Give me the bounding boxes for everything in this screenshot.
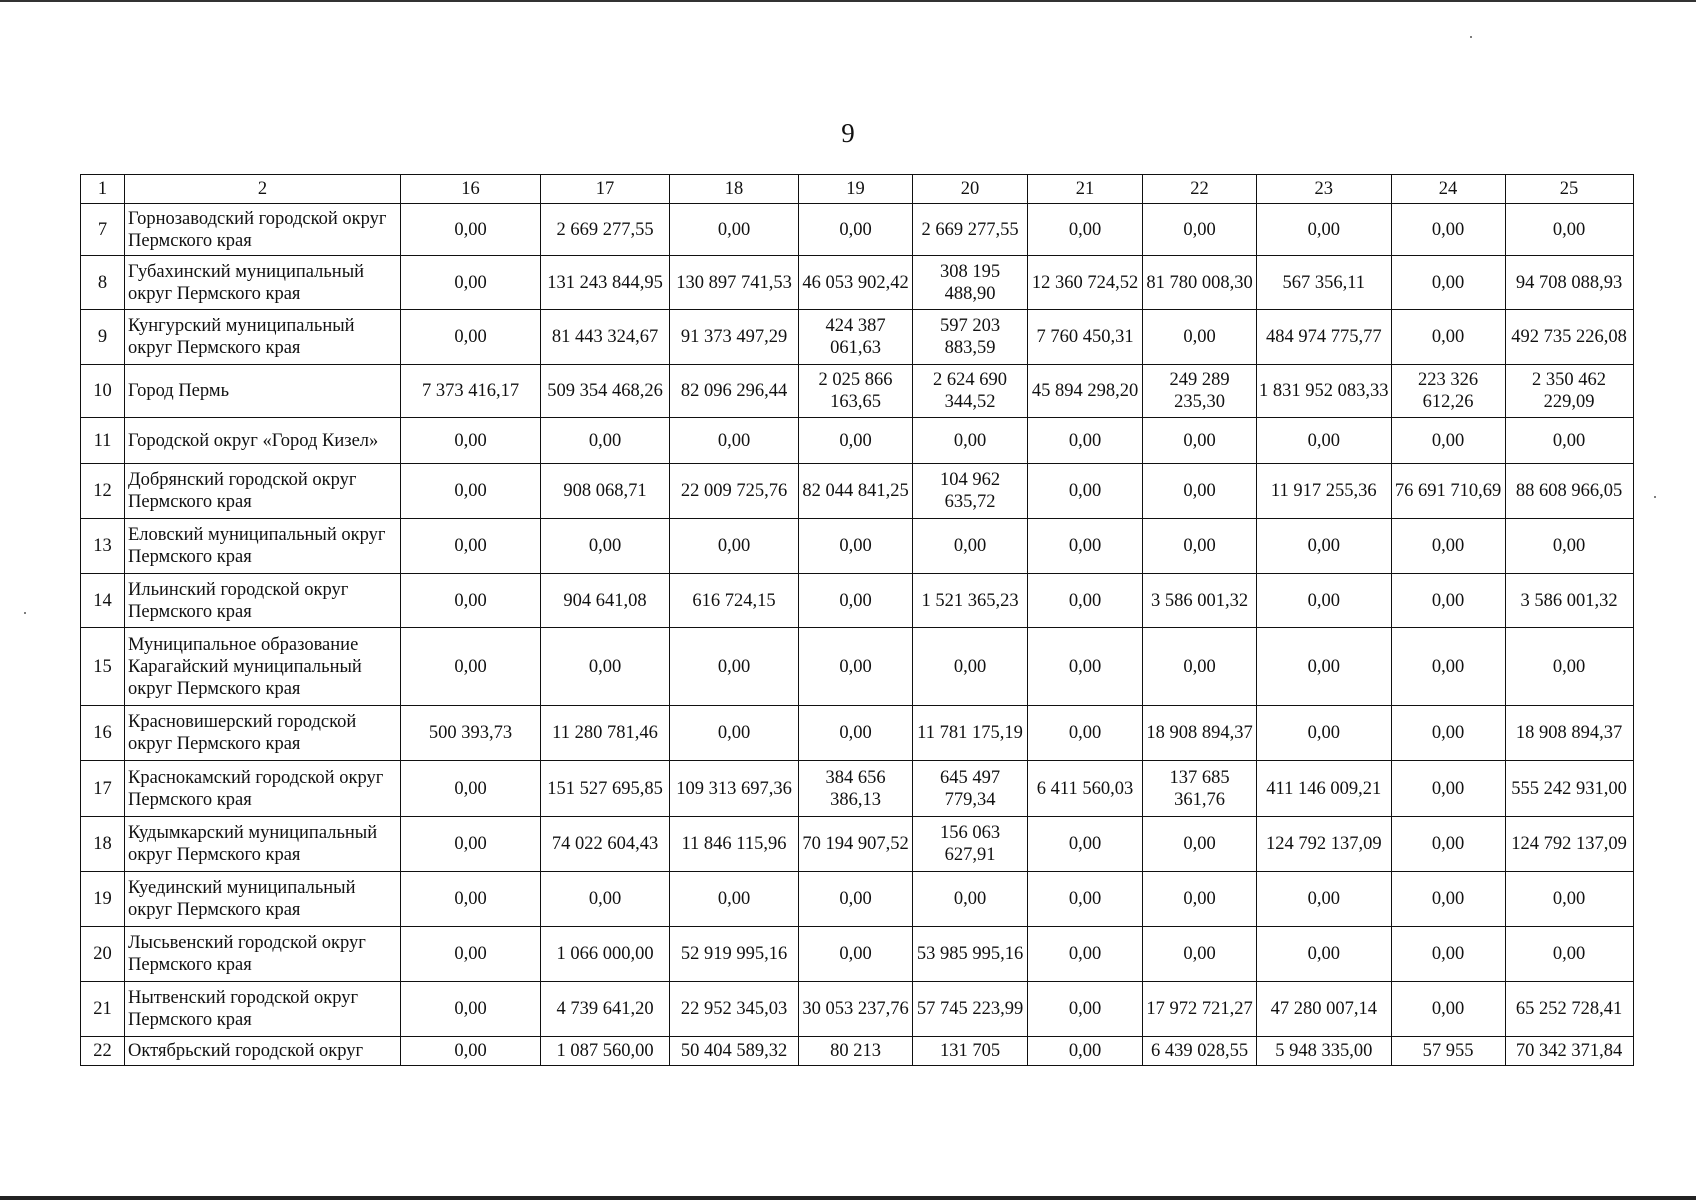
value-cell: 131 705 [913,1037,1028,1066]
table-row [81,982,1634,1037]
value-cell: 0,00 [1257,628,1392,706]
table-row [81,574,1634,628]
value-cell: 12 360 724,52 [1028,256,1143,310]
municipality-name: Городской округ «Город Кизел» [125,418,401,464]
table-row [81,872,1634,927]
row-number: 8 [81,256,125,310]
value-cell: 0,00 [670,519,799,574]
value-cell: 492 735 226,08 [1505,310,1633,365]
value-cell: 0,00 [401,574,541,628]
value-cell: 70 342 371,84 [1505,1037,1633,1066]
value-cell: 22 009 725,76 [670,464,799,519]
table-row [81,761,1634,817]
value-cell: 0,00 [401,256,541,310]
table-row [81,256,1634,310]
value-cell: 0,00 [1028,519,1143,574]
value-cell: 124 792 137,09 [1505,817,1633,872]
value-cell: 0,00 [1257,574,1392,628]
municipality-name: Горнозаводский городской округ Пермского края [125,204,401,256]
value-cell: 0,00 [1257,519,1392,574]
value-cell: 308 195 488,90 [913,256,1028,310]
value-cell: 0,00 [799,204,913,256]
table-row [81,365,1634,418]
value-cell: 82 044 841,25 [799,464,913,519]
header-cell: 21 [1028,175,1143,204]
value-cell: 0,00 [401,817,541,872]
value-cell: 509 354 468,26 [541,365,670,418]
value-cell: 0,00 [1505,418,1633,464]
row-number: 7 [81,204,125,256]
value-cell: 50 404 589,32 [670,1037,799,1066]
value-cell: 0,00 [1143,310,1257,365]
value-cell: 0,00 [1505,872,1633,927]
value-cell: 137 685 361,76 [1143,761,1257,817]
value-cell: 11 781 175,19 [913,706,1028,761]
row-number: 12 [81,464,125,519]
value-cell: 0,00 [401,628,541,706]
value-cell: 0,00 [1143,418,1257,464]
row-number: 11 [81,418,125,464]
header-cell: 16 [401,175,541,204]
value-cell: 2 669 277,55 [913,204,1028,256]
row-number: 13 [81,519,125,574]
header-cell: 18 [670,175,799,204]
value-cell: 0,00 [1391,817,1505,872]
value-cell: 7 373 416,17 [401,365,541,418]
value-cell: 411 146 009,21 [1257,761,1392,817]
value-cell: 567 356,11 [1257,256,1392,310]
value-cell: 0,00 [1257,204,1392,256]
row-number: 15 [81,628,125,706]
value-cell: 0,00 [401,982,541,1037]
municipality-name: Ильинский городской округ Пермского края [125,574,401,628]
value-cell: 424 387 061,63 [799,310,913,365]
value-cell: 57 955 [1391,1037,1505,1066]
value-cell: 0,00 [401,761,541,817]
table-row [81,519,1634,574]
value-cell: 0,00 [913,519,1028,574]
table-row [81,706,1634,761]
value-cell: 1 521 365,23 [913,574,1028,628]
value-cell: 81 780 008,30 [1143,256,1257,310]
value-cell: 0,00 [1143,519,1257,574]
scan-speck [1470,36,1472,38]
value-cell: 80 213 [799,1037,913,1066]
value-cell: 76 691 710,69 [1391,464,1505,519]
header-cell: 25 [1505,175,1633,204]
value-cell: 0,00 [670,204,799,256]
row-number: 10 [81,365,125,418]
scan-speck [24,612,26,614]
value-cell: 7 760 450,31 [1028,310,1143,365]
value-cell: 0,00 [913,628,1028,706]
scan-speck [1654,496,1656,498]
value-cell: 0,00 [1257,927,1392,982]
value-cell: 0,00 [1505,927,1633,982]
header-cell: 1 [81,175,125,204]
value-cell: 0,00 [1391,872,1505,927]
value-cell: 0,00 [670,418,799,464]
header-cell: 2 [125,175,401,204]
value-cell: 2 624 690 344,52 [913,365,1028,418]
value-cell: 484 974 775,77 [1257,310,1392,365]
value-cell: 18 908 894,37 [1143,706,1257,761]
value-cell: 131 243 844,95 [541,256,670,310]
municipality-name: Красновишерский городской округ Пермского края [125,706,401,761]
value-cell: 0,00 [1028,204,1143,256]
municipality-name: Город Пермь [125,365,401,418]
value-cell: 555 242 931,00 [1505,761,1633,817]
table-row [81,817,1634,872]
value-cell: 0,00 [1505,519,1633,574]
value-cell: 81 443 324,67 [541,310,670,365]
value-cell: 0,00 [1391,927,1505,982]
value-cell: 6 439 028,55 [1143,1037,1257,1066]
value-cell: 384 656 386,13 [799,761,913,817]
value-cell: 1 087 560,00 [541,1037,670,1066]
value-cell: 0,00 [1028,706,1143,761]
row-number: 17 [81,761,125,817]
value-cell: 0,00 [913,418,1028,464]
value-cell: 1 066 000,00 [541,927,670,982]
table-row [81,628,1634,706]
value-cell: 0,00 [401,872,541,927]
row-number: 21 [81,982,125,1037]
header-cell: 24 [1391,175,1505,204]
value-cell: 0,00 [1028,982,1143,1037]
value-cell: 3 586 001,32 [1143,574,1257,628]
value-cell: 0,00 [541,872,670,927]
value-cell: 0,00 [1143,927,1257,982]
value-cell: 0,00 [670,872,799,927]
row-number: 18 [81,817,125,872]
value-cell: 52 919 995,16 [670,927,799,982]
value-cell: 0,00 [799,418,913,464]
value-cell: 0,00 [541,418,670,464]
municipality-name: Нытвенский городской округ Пермского края [125,982,401,1037]
header-cell: 23 [1257,175,1392,204]
value-cell: 0,00 [401,464,541,519]
value-cell: 904 641,08 [541,574,670,628]
table-row [81,310,1634,365]
value-cell: 6 411 560,03 [1028,761,1143,817]
value-cell: 0,00 [1143,817,1257,872]
value-cell: 0,00 [670,706,799,761]
value-cell: 0,00 [1257,706,1392,761]
table-row [81,927,1634,982]
value-cell: 18 908 894,37 [1505,706,1633,761]
value-cell: 74 022 604,43 [541,817,670,872]
value-cell: 0,00 [1505,204,1633,256]
value-cell: 65 252 728,41 [1505,982,1633,1037]
value-cell: 0,00 [799,574,913,628]
value-cell: 0,00 [541,519,670,574]
value-cell: 0,00 [799,706,913,761]
header-cell: 22 [1143,175,1257,204]
value-cell: 645 497 779,34 [913,761,1028,817]
header-row [81,175,1634,204]
value-cell: 0,00 [799,628,913,706]
value-cell: 109 313 697,36 [670,761,799,817]
value-cell: 0,00 [1143,204,1257,256]
value-cell: 0,00 [401,204,541,256]
row-number: 14 [81,574,125,628]
value-cell: 597 203 883,59 [913,310,1028,365]
header-cell: 20 [913,175,1028,204]
value-cell: 0,00 [401,519,541,574]
value-cell: 0,00 [1028,574,1143,628]
value-cell: 2 669 277,55 [541,204,670,256]
value-cell: 0,00 [401,418,541,464]
value-cell: 0,00 [799,519,913,574]
value-cell: 11 280 781,46 [541,706,670,761]
value-cell: 104 962 635,72 [913,464,1028,519]
value-cell: 151 527 695,85 [541,761,670,817]
value-cell: 0,00 [1391,519,1505,574]
value-cell: 0,00 [1028,817,1143,872]
value-cell: 0,00 [1028,927,1143,982]
table-row [81,464,1634,519]
value-cell: 249 289 235,30 [1143,365,1257,418]
value-cell: 223 326 612,26 [1391,365,1505,418]
value-cell: 2 025 866 163,65 [799,365,913,418]
value-cell: 22 952 345,03 [670,982,799,1037]
value-cell: 0,00 [1391,310,1505,365]
value-cell: 70 194 907,52 [799,817,913,872]
value-cell: 88 608 966,05 [1505,464,1633,519]
value-cell: 0,00 [1391,256,1505,310]
value-cell: 616 724,15 [670,574,799,628]
value-cell: 0,00 [1143,464,1257,519]
value-cell: 130 897 741,53 [670,256,799,310]
value-cell: 3 586 001,32 [1505,574,1633,628]
value-cell: 0,00 [401,310,541,365]
municipality-name: Губахинский муниципальный округ Пермского края [125,256,401,310]
value-cell: 156 063 627,91 [913,817,1028,872]
value-cell: 46 053 902,42 [799,256,913,310]
value-cell: 91 373 497,29 [670,310,799,365]
value-cell: 0,00 [1391,761,1505,817]
value-cell: 0,00 [799,872,913,927]
value-cell: 47 280 007,14 [1257,982,1392,1037]
municipality-name: Куединский муниципальный округ Пермского края [125,872,401,927]
value-cell: 0,00 [1028,464,1143,519]
table-row [81,418,1634,464]
row-number: 19 [81,872,125,927]
value-cell: 0,00 [1143,872,1257,927]
value-cell: 0,00 [1391,982,1505,1037]
value-cell: 500 393,73 [401,706,541,761]
row-number: 16 [81,706,125,761]
table-row [81,204,1634,256]
municipality-name: Еловский муниципальный округ Пермского края [125,519,401,574]
budget-table [80,174,1634,1066]
value-cell: 0,00 [1143,628,1257,706]
value-cell: 0,00 [1028,872,1143,927]
value-cell: 94 708 088,93 [1505,256,1633,310]
value-cell: 0,00 [401,927,541,982]
value-cell: 0,00 [1391,706,1505,761]
header-cell: 19 [799,175,913,204]
municipality-name: Октябрьский городской округ [125,1037,401,1066]
municipality-name: Добрянский городской округ Пермского края [125,464,401,519]
value-cell: 1 831 952 083,33 [1257,365,1392,418]
municipality-name: Кунгурский муниципальный округ Пермского края [125,310,401,365]
value-cell: 82 096 296,44 [670,365,799,418]
municipality-name: Муниципальное образование Карагайский муниципальный округ Пермского края [125,628,401,706]
value-cell: 0,00 [1505,628,1633,706]
value-cell: 57 745 223,99 [913,982,1028,1037]
row-number: 22 [81,1037,125,1066]
value-cell: 30 053 237,76 [799,982,913,1037]
value-cell: 0,00 [541,628,670,706]
value-cell: 0,00 [913,872,1028,927]
value-cell: 0,00 [670,628,799,706]
scan-bottom-edge [0,1196,1696,1200]
value-cell: 5 948 335,00 [1257,1037,1392,1066]
value-cell: 11 846 115,96 [670,817,799,872]
value-cell: 11 917 255,36 [1257,464,1392,519]
value-cell: 45 894 298,20 [1028,365,1143,418]
table-row [81,1037,1634,1066]
value-cell: 0,00 [401,1037,541,1066]
value-cell: 2 350 462 229,09 [1505,365,1633,418]
value-cell: 53 985 995,16 [913,927,1028,982]
row-number: 9 [81,310,125,365]
value-cell: 124 792 137,09 [1257,817,1392,872]
page-number: 9 [841,118,855,148]
municipality-name: Лысьвенский городской округ Пермского края [125,927,401,982]
value-cell: 0,00 [1391,204,1505,256]
value-cell: 0,00 [799,927,913,982]
value-cell: 0,00 [1391,628,1505,706]
header-cell: 17 [541,175,670,204]
value-cell: 17 972 721,27 [1143,982,1257,1037]
scan-top-edge [0,0,1696,2]
value-cell: 0,00 [1028,418,1143,464]
municipality-name: Кудымкарский муниципальный округ Пермского края [125,817,401,872]
value-cell: 0,00 [1028,1037,1143,1066]
value-cell: 0,00 [1391,418,1505,464]
value-cell: 0,00 [1391,574,1505,628]
value-cell: 0,00 [1257,418,1392,464]
value-cell: 0,00 [1028,628,1143,706]
row-number: 20 [81,927,125,982]
value-cell: 0,00 [1257,872,1392,927]
municipality-name: Краснокамский городской округ Пермского края [125,761,401,817]
value-cell: 908 068,71 [541,464,670,519]
value-cell: 4 739 641,20 [541,982,670,1037]
